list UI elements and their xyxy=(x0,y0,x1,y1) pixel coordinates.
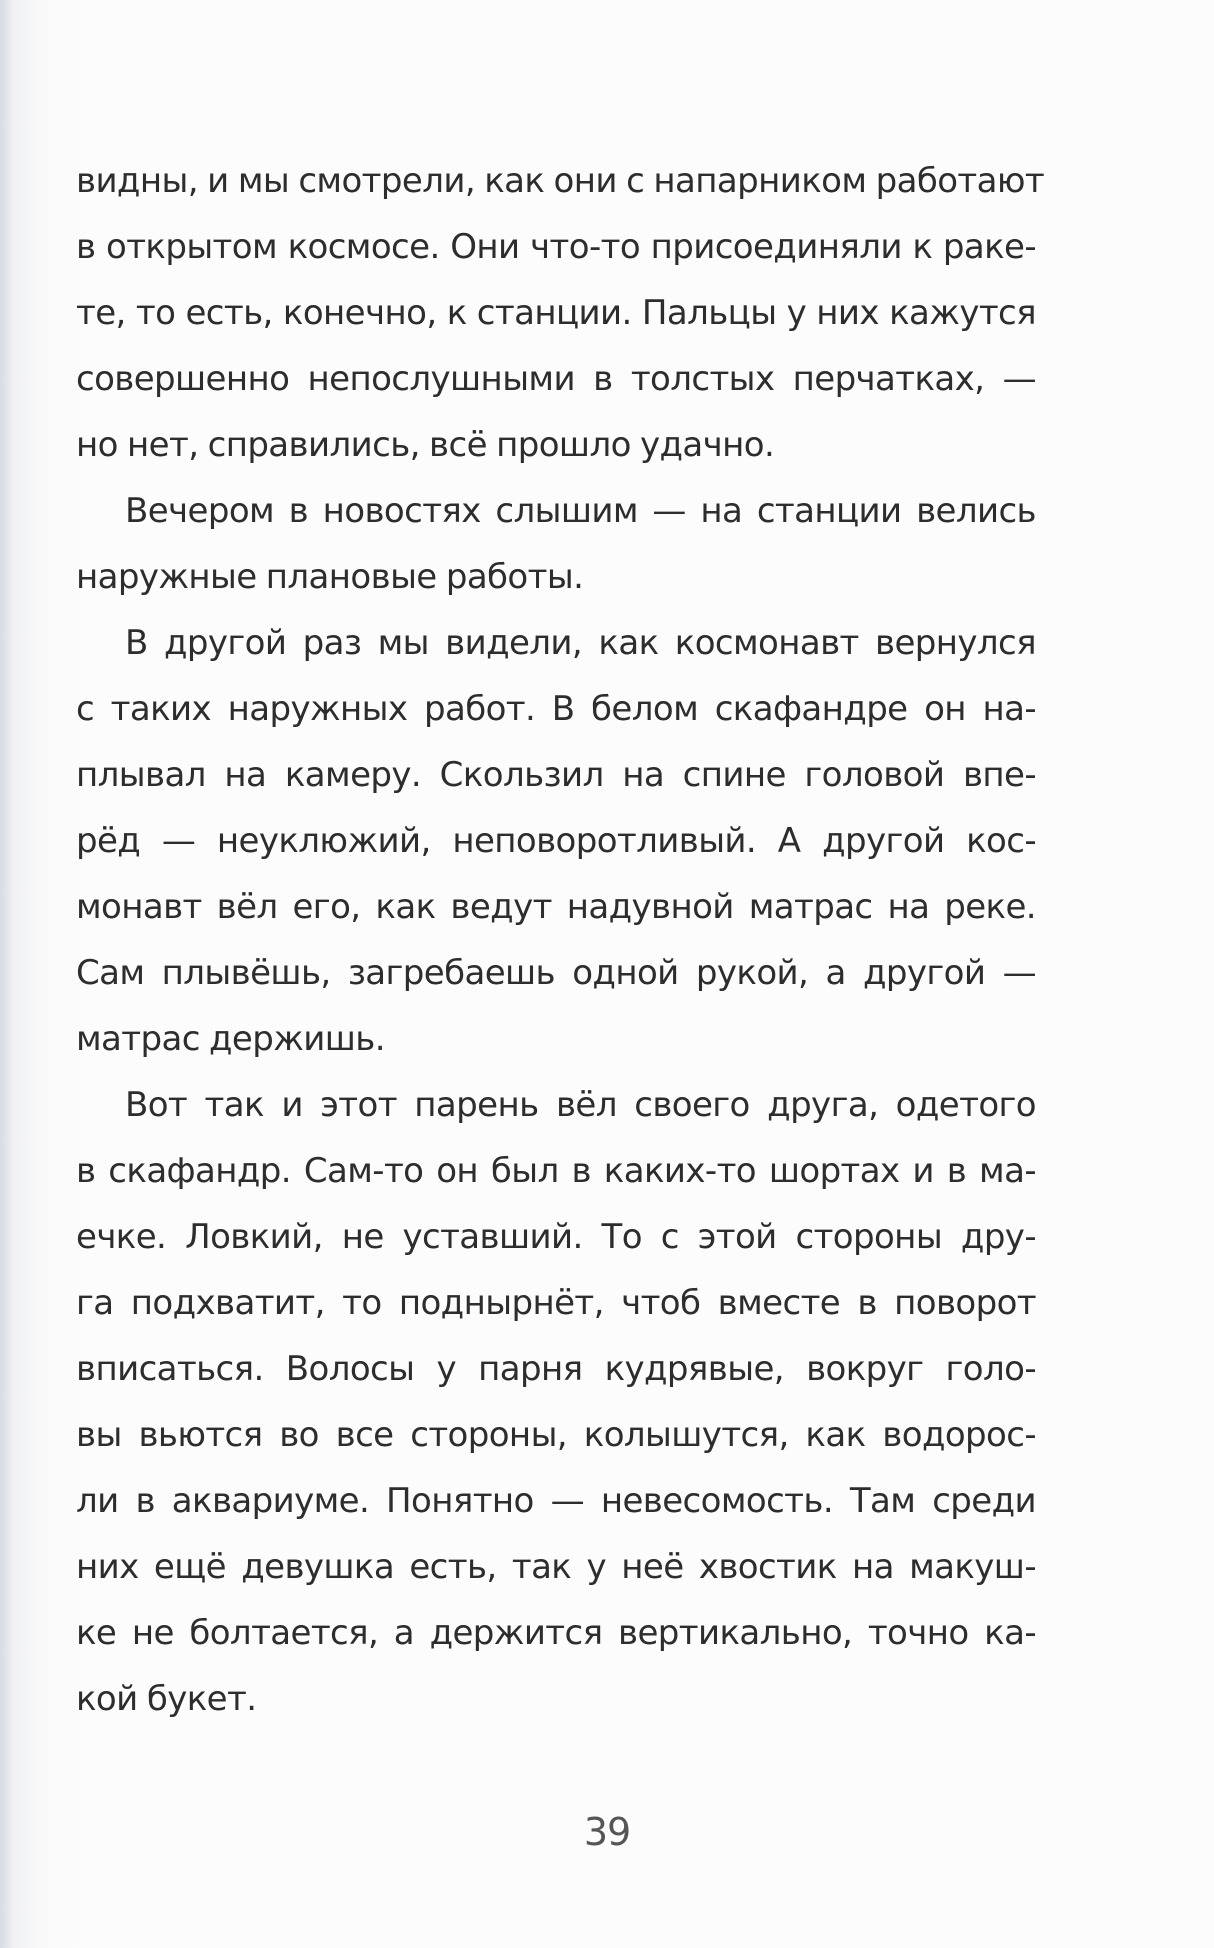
text-line: наружные плановые работы. xyxy=(76,557,584,597)
paragraph xyxy=(76,610,1036,1072)
text-line: ке не болтается, а держится вертикально, точно ка- xyxy=(76,1613,1036,1653)
text-line: Вечером в новостях слышим — на станции велись xyxy=(125,491,1036,531)
paragraph xyxy=(76,478,1036,610)
text-line: плывал на камеру. Скользил на спине головой впе- xyxy=(76,755,1036,795)
text-line: совершенно непослушными в толстых перчатках, — xyxy=(76,359,1036,399)
text-line: видны, и мы смотрели, как они с напарником работают xyxy=(76,161,1045,201)
page-gutter-shadow xyxy=(0,0,12,1948)
text-line: те, то есть, конечно, к станции. Пальцы у них кажутся xyxy=(76,293,1036,333)
text-line: рёд — неуклюжий, неповоротливый. А другой кос- xyxy=(76,821,1036,861)
text-line: них ещё девушка есть, так у неё хвостик на макуш- xyxy=(76,1547,1036,1587)
text-line: ечке. Ловкий, не уставший. То с этой стороны дру- xyxy=(76,1217,1036,1257)
text-line: в открытом космосе. Они что-то присоединяли к раке- xyxy=(76,227,1036,267)
text-line: вписаться. Волосы у парня кудрявые, вокруг голо- xyxy=(76,1349,1036,1389)
paragraph xyxy=(76,1072,1036,1732)
text-line: в скафандр. Сам-то он был в каких-то шортах и в ма- xyxy=(76,1151,1036,1191)
text-line: кой букет. xyxy=(76,1679,257,1719)
text-line: монавт вёл его, как ведут надувной матрас на реке. xyxy=(76,887,1036,927)
text-line: га подхватит, то поднырнёт, чтоб вместе в поворот xyxy=(76,1283,1036,1323)
text-line: Вот так и этот парень вёл своего друга, одетого xyxy=(125,1085,1036,1125)
paragraph xyxy=(76,148,1045,478)
text-line: В другой раз мы видели, как космонавт вернулся xyxy=(125,623,1036,663)
text-line: вы вьются во все стороны, колышутся, как водорос- xyxy=(76,1415,1036,1455)
text-line: матрас держишь. xyxy=(76,1019,385,1059)
text-line: с таких наружных работ. В белом скафандре он на- xyxy=(76,689,1036,729)
text-line: но нет, справились, всё прошло удачно. xyxy=(76,425,775,465)
body-text xyxy=(76,148,1045,1732)
page-number: 39 xyxy=(583,1810,631,1854)
text-line: ли в аквариуме. Понятно — невесомость. Там среди xyxy=(76,1481,1036,1521)
text-line: Сам плывёшь, загребаешь одной рукой, а другой — xyxy=(76,953,1036,993)
